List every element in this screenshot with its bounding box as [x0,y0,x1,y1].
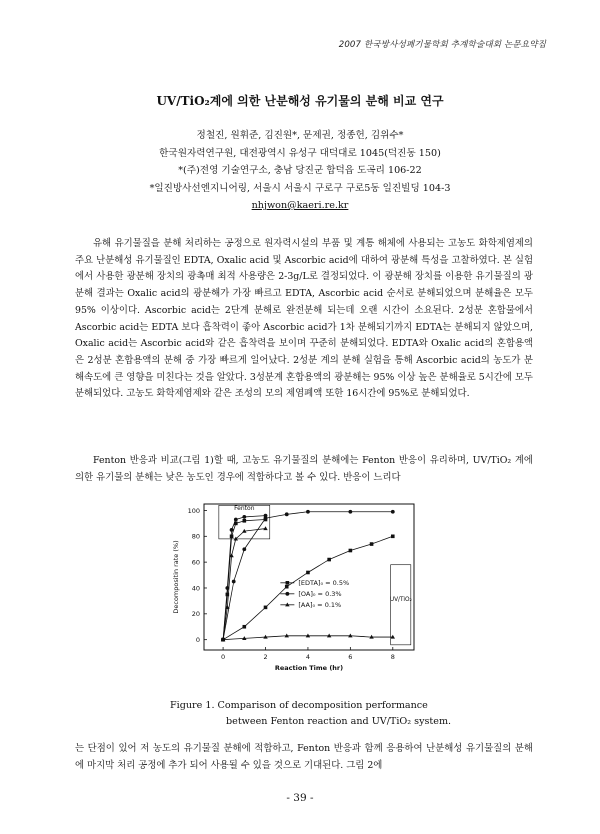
paragraph-text: Fenton 반응과 비교(그림 1)할 때, 고농도 유기물질의 분해에는 Fenton 반응이 유리하며, UV/TiO₂ 계에 의한 유기물의 분해는 낮은 농도인 경우에 적합하다고 볼 수 있다. 반응이 느리다 [75,455,533,483]
y-tick-label: 0 [195,635,200,644]
data-point [327,558,331,562]
data-point [242,547,246,551]
author-names: 정철진, 원휘준, 김진원*, 문제권, 정종헌, 김위수* [196,130,404,141]
legend-marker [286,581,290,585]
abstract-paragraph-3 [75,741,533,774]
y-tick-label: 100 [187,506,200,515]
data-point [264,518,268,522]
y-axis-label: Decompositin rate (%) [172,540,180,614]
x-tick-label: 6 [348,653,353,661]
legend-label: [EDTA]₀ = 0.5% [298,579,350,588]
y-tick-label: 80 [191,532,200,541]
caption-line-2: between Fenton reaction and UV/TiO₂ system. [226,716,452,727]
affiliation-3: *일진방사선엔지니어링, 서울시 서울시 구로구 구로5동 일진빌딩 104-3 [149,182,451,194]
y-tick-label: 40 [191,584,200,593]
data-point [230,528,234,532]
uvtio2-annotation: UV/TiO₂ [389,596,412,603]
author-block [0,127,600,215]
journal-header: 2007 한국방사성폐기물학회 추계학술대회 논문요약집 [338,40,546,50]
data-point [264,514,268,518]
paragraph-text: 는 단점이 있어 저 농도의 유기물질 분해에 적합하고, Fenton 반응과 함께 응용하여 난분해성 유기물질의 분해에 마지막 처리 공정에 추가 되어 사용될 수 있을 것으로 기대된다. 그림 2에 [75,743,533,771]
series-line-0 [223,536,393,639]
x-tick-label: 8 [390,653,395,661]
data-point [263,526,267,530]
legend-label: [AA]₀ = 0.1% [298,601,342,610]
data-point [391,510,395,514]
x-tick-label: 0 [221,653,226,661]
x-axis-label: Reaction Time (hr) [274,664,344,672]
figure-1-chart [164,496,426,682]
data-point [285,512,289,516]
affiliation-2: *(주)전영 기술연구소, 충남 당진군 합덕읍 도곡리 106-22 [178,165,422,176]
data-point [306,571,310,575]
fenton-annotation: Fenton [234,504,255,512]
author-email-link[interactable]: nhjwon@kaeri.re.kr [251,200,349,211]
data-point [242,515,246,519]
series-line-5 [223,529,265,640]
abstract-paragraph-2 [75,453,533,486]
paragraph-text: 유해 유기물질을 분해 처리하는 공정으로 원자력시설의 부품 및 계통 해체에 사용되는 고농도 화학제염제의 주요 난분해성 유기물질인 EDTA, Oxalic acid 및 Ascorbic acid에 대하여 광분해 특성을 고찰하였다. 본 실험에서 사용한 광분해 장치의 광촉매 최적 사용량은 2-3g/L로 결정되었다. 이 광분해 장치를 이용한 유기물질의 광분해 결과는 Oxalic acid의 광분해가 가장 빠르고 EDTA, Ascorbic acid 순서로 분해되었으며 분해율은 모두 95% 이상이다. Ascorbic acid는 2단계 분해로 완전분해 되는데 오랜 시간이 소요된다. 2성분 혼합물에서 Ascorbic acid는 EDTA 보다 흡착력이 좋아 Ascorbic acid가 1차 분해되기까지 EDTA는 분해되지 않았으며, Oxalic acid는 Ascorbic acid와 같은 흡착력을 보이며 꾸준히 분해되었다. EDTA와 Oxalic acid의 혼합용액은 2성분 혼합용액의 분해 중 가장 빠르게 일어났다. 2성분 계의 분해 실험을 통해 Ascorbic acid의 농도가 분해속도에 큰 영향을 미친다는 것을 알았다. 3성분계 혼합용액의 광분해는 95% 이상 높은 분해율로 5시간에 모두 분해되었다. 고농도 화학제염제와 같은 조성의 모의 제염폐액 또한 16시간에 95%로 분해되었다. [75,238,533,400]
data-point [243,519,247,523]
data-point [234,518,238,522]
legend-label: [OA]₀ = 0.3% [298,590,342,599]
data-point [348,510,352,514]
data-point [232,580,236,584]
x-tick-label: 2 [263,653,268,661]
figure-caption [170,698,451,730]
chart-svg [164,496,426,682]
data-point [391,535,395,539]
affiliation-1: 한국원자력연구원, 대전광역시 유성구 대덕대로 1045(덕진동 150) [159,147,441,159]
x-tick-label: 4 [305,653,311,661]
data-point [264,606,268,610]
data-point [285,585,289,589]
y-tick-label: 20 [191,610,200,619]
caption-line-1: Figure 1. Comparison of decomposition performance [170,700,428,711]
legend-marker [285,592,289,596]
data-point [370,542,374,546]
data-point [243,625,247,629]
page-number: - 39 - [286,792,314,804]
data-point [306,510,310,514]
uvtio2-box [391,565,411,645]
data-point [349,549,353,553]
paper-title: UV/TiO₂계에 의한 난분해성 유기물의 분해 비교 연구 [156,94,444,108]
abstract-paragraph-1 [75,236,533,403]
y-tick-label: 60 [191,558,200,567]
